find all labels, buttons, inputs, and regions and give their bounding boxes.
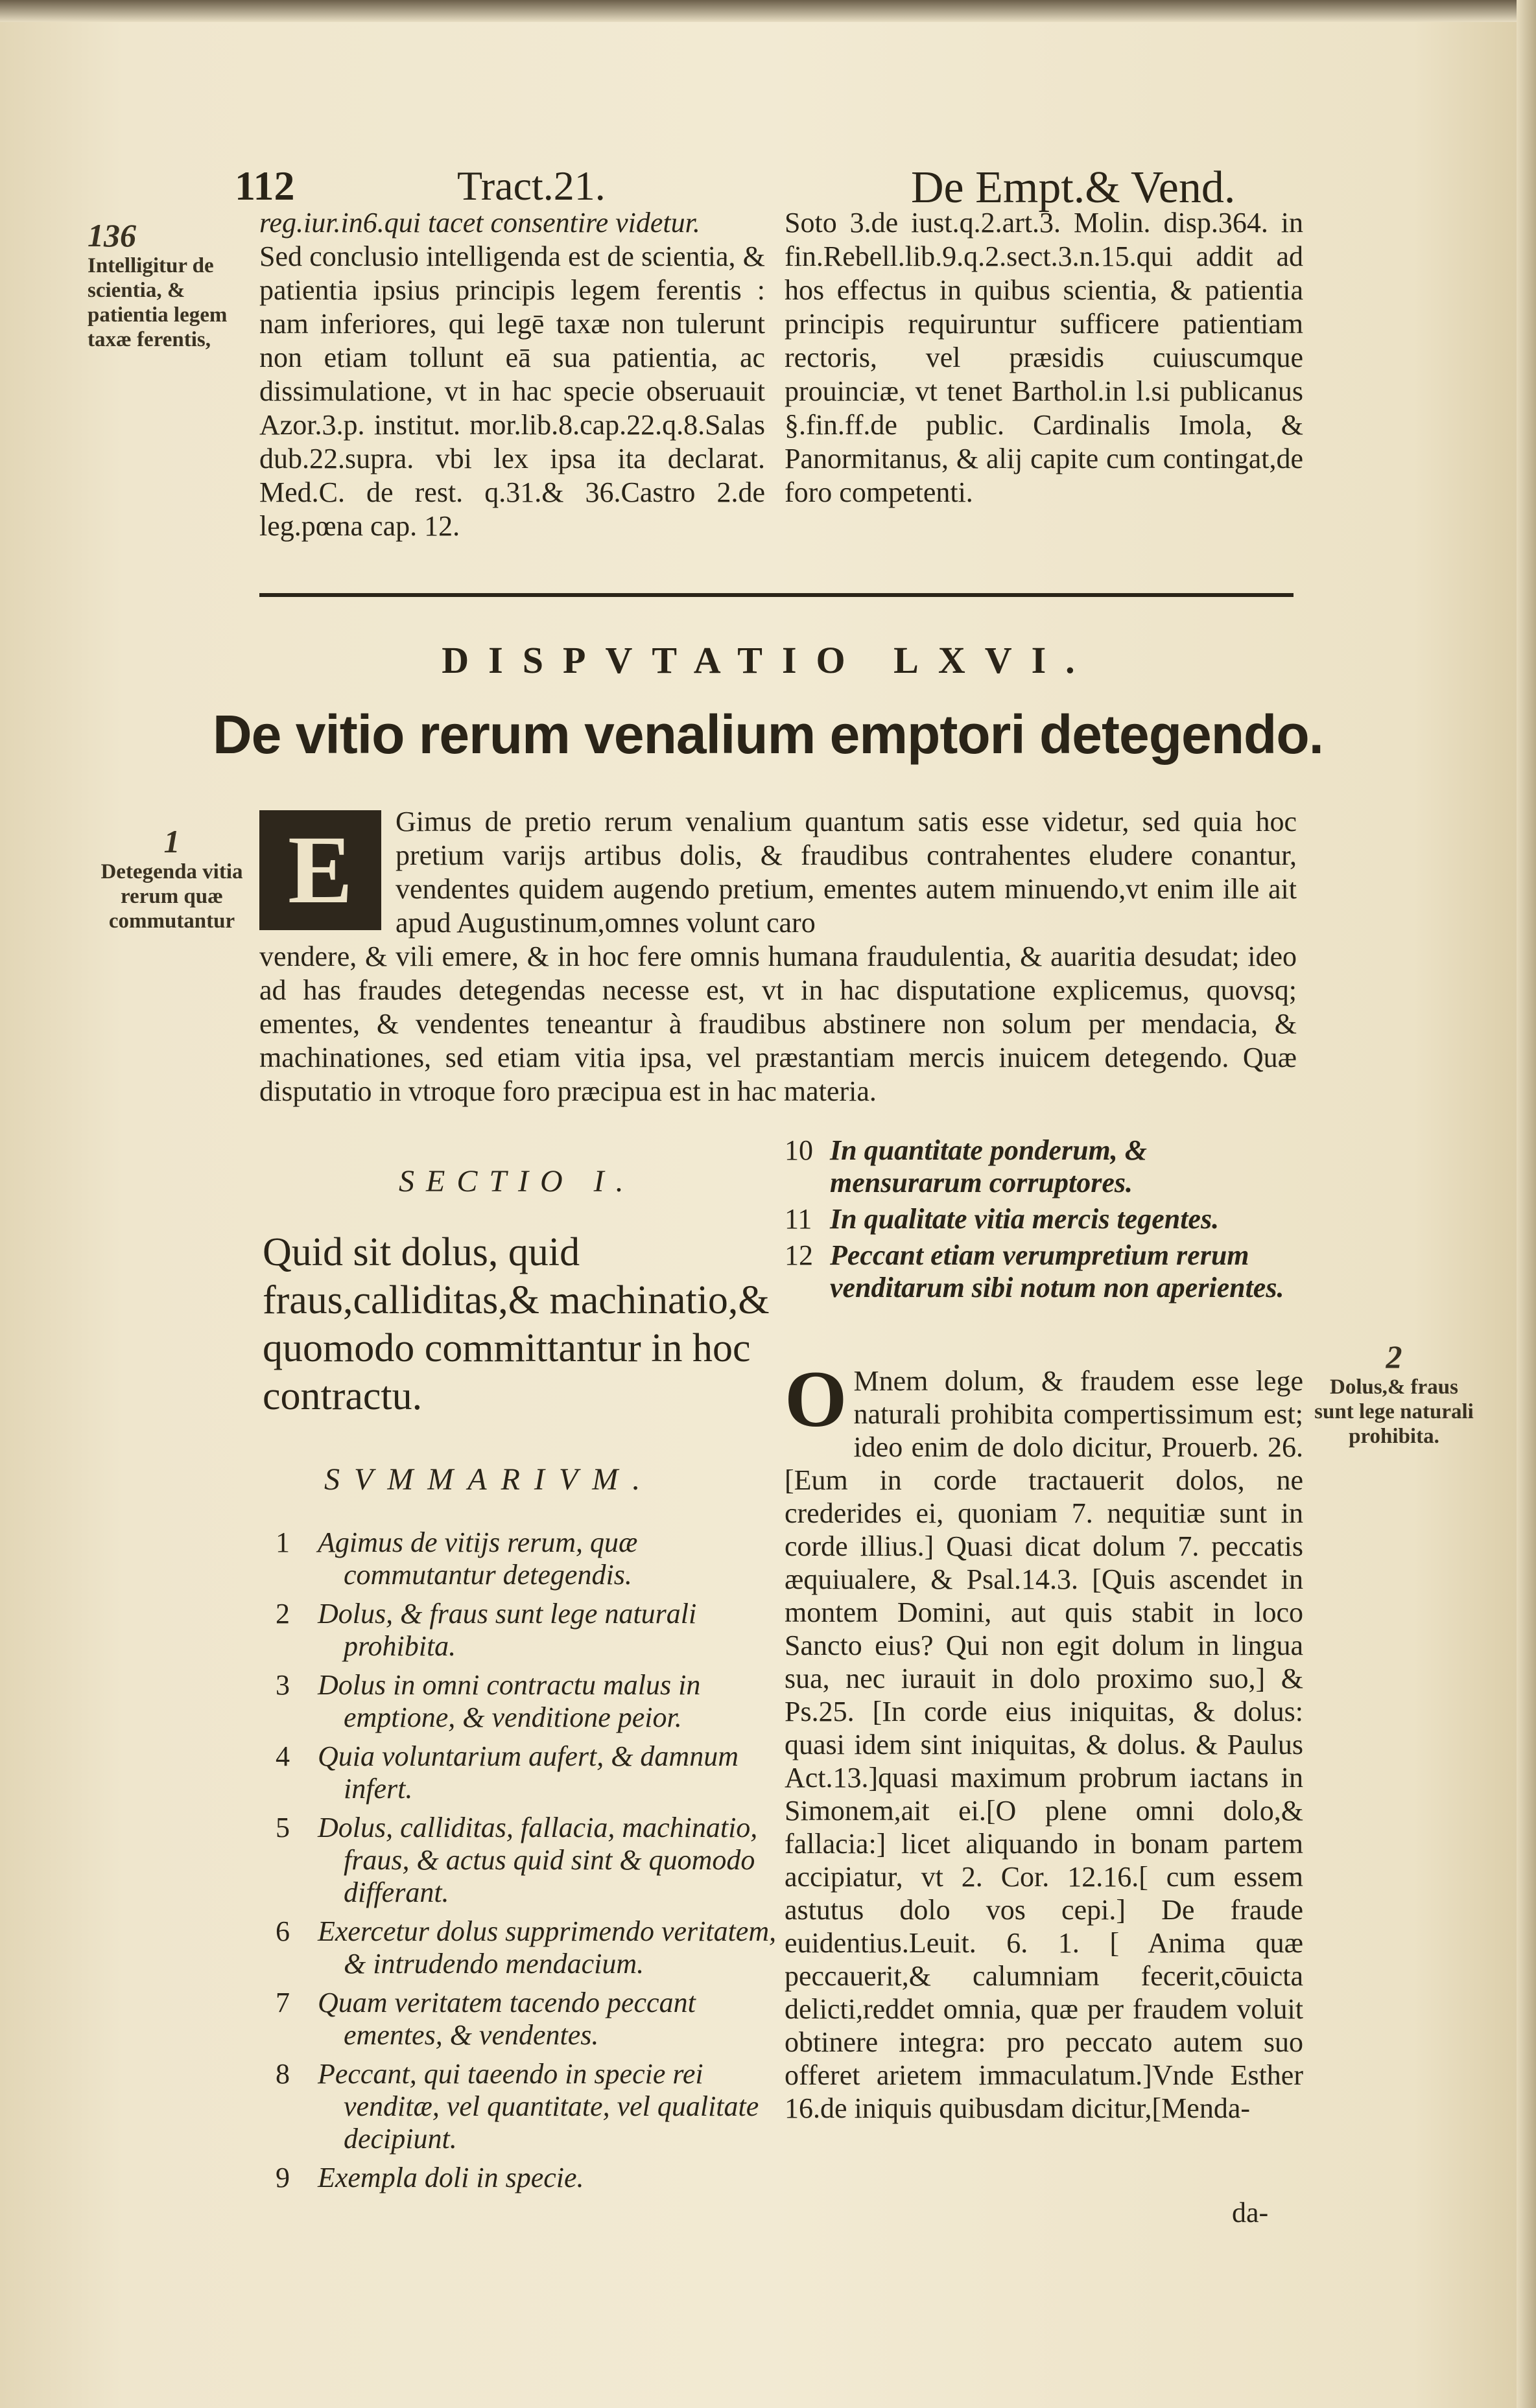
top-right-column: [785, 206, 1303, 509]
summary-item: [276, 2162, 781, 2194]
summary-number: 12: [785, 1239, 813, 1271]
intro-text-indented: Gimus de pretio rerum venalium quantum satis esse videtur, sed quia hoc pretium varijs artibus dolis, & fraudibus contrahentes eludere conantur, vendentes quidem augendo pretium, ementes autem minuendo,vt enim ille ait apud Augustinum,omnes volunt caro: [396, 806, 1297, 939]
summary-text: Dolus, & fraus sunt lege naturali prohibita.: [318, 1598, 697, 1662]
summary-number: 4: [276, 1740, 290, 1772]
top-right-paragraph: Soto 3.de iust.q.2.art.3. Molin. disp.364. in fin.Rebell.lib.9.q.2.sect.3.n.15.qui addit ad hos effectus in quibus scientia, & patientia principis requiruntur sufficere patientiam rectoris, vel præsidis cuiuscumque prouinciæ, vt tenet Barthol.in l.si publicanus §.fin.ff.de public. Cardinalis Imola, & Panormitanus, & alij capite cum contingat,de foro competenti.: [785, 207, 1303, 508]
right-body-text: Mnem dolum, & fraudem esse lege naturali prohibita compertissimum est; ideo enim de dolo dicitur, Prouerb. 26.[Eum in corde tractauerit dolos, ne crederides ei, quoniam 7. nequitiæ sunt in corde illius.] Quasi dicat dolum 7. peccatis æquiualere, & Psal.14.3. [Quis ascendet in montem Domini, aut quis stabit in loco Sancto eius? Qui non egit dolum in lingua sua, nec iurauit in dolo proximo suo,] & Ps.25. [In corde eius iniquitas, & dolus: quasi idem sint iniquitas, & dolus. & Paulus Act.13.]quasi maximum probrum iactans in Simonem,ait ei.[O plene omni dolo,& fallacia:] licet aliquando in bonam partem accipiatur, vt 2. Cor. 12.16.[ cum essem astutus dolo vos cepi.] De fraude euidentius.Leuit. 6. 1. [ Anima quæ peccauerit,& calumniam fecerit,cōuicta delicti,reddet omnia, quæ per fraudem voluit obtinere integra: pro peccato autem suo offeret arietem immaculatum.]Vnde Esther 16.de iniquis quibusdam dicitur,[Menda-: [785, 1365, 1303, 2124]
summary-number: 5: [276, 1812, 290, 1843]
summary-text: Agimus de vitijs rerum, quæ commutantur detegendis.: [318, 1526, 638, 1591]
top-left-first-line: reg.iur.in6.qui tacet consentire videtur.: [259, 207, 700, 239]
summary-text: In qualitate vitia mercis tegentes.: [830, 1203, 1220, 1235]
summary-number: 9: [276, 2162, 290, 2193]
summary-number: 11: [785, 1203, 812, 1235]
summary-text: Exercetur dolus supprimendo veritatem, & intrudendo mendacium.: [318, 1915, 777, 1980]
section-rule: [259, 593, 1294, 597]
summary-number: 3: [276, 1669, 290, 1701]
running-head-title: De Empt.& Vend.: [911, 163, 1236, 213]
summary-item: [785, 1134, 1303, 1199]
intro-text: vendere, & vili emere, & in hoc fere omnis humana fraudulentia, & auaritia desudat; ideo ad has fraudes detegendas necesse est, vt in hac disputatione explicemus, quovsq; ementes, & vendentes teneantur à fraudibus abstinere non solum per mendacia, & machinationes, sed etiam vitia ipsa, vel præstantiam mercis inuicem detegendo. Quæ disputatio in vtroque foro præcipua est in hac materia.: [259, 941, 1297, 1107]
right-column-body: [785, 1355, 1303, 2125]
running-head-tract: Tract.21.: [457, 163, 606, 209]
summary-item: [276, 1598, 781, 1663]
catchword: da-: [1232, 2197, 1269, 2228]
margin-note-number: 2: [1386, 1338, 1402, 1375]
summary-item: [276, 1669, 781, 1734]
summary-text: Quam veritatem tacendo peccant ementes, & vendentes.: [318, 1987, 696, 2051]
top-left-column: [259, 206, 765, 543]
summary-number: 1: [276, 1526, 290, 1558]
intro-paragraph: [259, 805, 1297, 1108]
margin-note-136: [88, 217, 243, 352]
summary-item: [785, 1203, 1303, 1235]
section-title: Quid sit dolus, quid fraus,calliditas,& machinatio,& quomodo committantur in hoc contractu.: [263, 1230, 770, 1418]
summary-item: [276, 1812, 781, 1909]
summary-number: 2: [276, 1598, 290, 1630]
margin-note-text: Dolus,& fraus sunt lege naturali prohibita.: [1314, 1375, 1474, 1448]
summary-item: [276, 2058, 781, 2155]
margin-note-text: Detegenda vitia rerum quæ commutantur: [100, 860, 243, 933]
margin-note-1: [91, 823, 253, 933]
summary-item: [276, 1987, 781, 2051]
summary-text: Dolus, calliditas, fallacia, machinatio, fraus, & actus quid sint & quomodo differant.: [318, 1812, 758, 1908]
summary-heading: SVMMARIVM.: [324, 1462, 655, 1497]
scan-top-shadow: [0, 0, 1536, 22]
section-label: SECTIO I.: [399, 1164, 635, 1198]
summary-text: Peccant, qui taeendo in specie rei venditæ, vel quantitate, vel qualitate decipiunt.: [318, 2058, 759, 2155]
disputatio-heading: DISPVTATIO LXVI.: [442, 639, 1094, 681]
summary-item: [276, 1526, 781, 1591]
scan-right-edge: [1517, 0, 1536, 2408]
top-left-paragraph: Sed conclusio intelligenda est de scientia, & patientia ipsius principis legem ferentis : nam inferiores, qui legē taxæ non tulerunt non etiam tollunt eā sua patientia, ac dissimulatione, vt in hac specie obseruauit Azor.3.p. institut. mor.lib.8.cap.22.q.8.Salas dub.22.supra. vbi lex ipsa ita declarat. Med.C. de rest. q.31.& 36.Castro 2.de leg.pœna cap. 12.: [259, 240, 765, 542]
summary-text: Dolus in omni contractu malus in emptione, & venditione peior.: [318, 1669, 701, 1733]
summary-list: [276, 1526, 781, 2201]
summary-number: 8: [276, 2058, 290, 2090]
summary-text: Exempla doli in specie.: [318, 2162, 584, 2193]
margin-note-text: Intelligitur de scientia, & patientia legem taxæ ferentis,: [88, 254, 228, 351]
summary-item: [785, 1239, 1303, 1304]
decorated-initial: E: [259, 810, 381, 930]
summary-item: [276, 1740, 781, 1805]
initial-letter: O: [785, 1355, 847, 1444]
summary-number: 7: [276, 1987, 290, 2018]
summary-text: Peccant etiam verumpretium rerum venditarum sibi notum non aperientes.: [830, 1239, 1284, 1303]
summary-item: [276, 1915, 781, 1980]
summary-list-continued: [785, 1134, 1303, 1308]
margin-note-2: [1313, 1338, 1475, 1449]
summary-text: In quantitate ponderum, & mensurarum corruptores.: [830, 1134, 1148, 1198]
margin-note-number: 1: [163, 823, 180, 859]
summary-number: 6: [276, 1915, 290, 1947]
summary-text: Quia voluntarium aufert, & damnum infert.: [318, 1740, 738, 1805]
summary-number: 10: [785, 1134, 813, 1166]
page-number: 112: [235, 163, 295, 209]
disputatio-title: De vitio rerum venalium emptori detegendo.: [212, 704, 1324, 765]
margin-note-number: 136: [88, 217, 136, 253]
